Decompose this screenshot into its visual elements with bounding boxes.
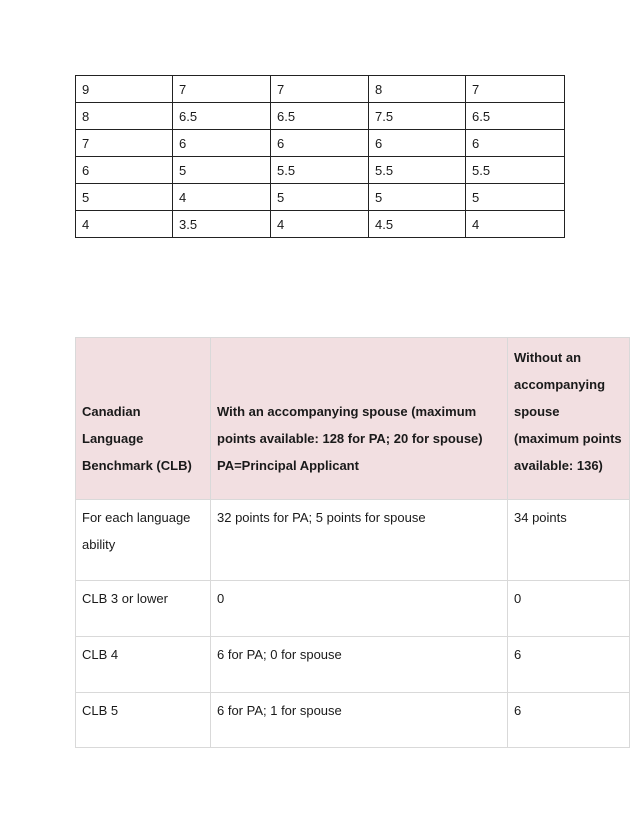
table-row: [76, 76, 565, 103]
table-cell: 5: [76, 184, 173, 211]
table-header-row: [76, 338, 630, 500]
clb-cell: [76, 581, 211, 637]
without-spouse-cell: 34 points: [508, 500, 630, 581]
table-cell: 6: [466, 130, 565, 157]
cell-line: CLB 5: [82, 703, 119, 718]
table-cell: 6: [369, 130, 466, 157]
table-cell: 4: [173, 184, 271, 211]
table-row: [76, 130, 565, 157]
with-spouse-cell: 32 points for PA; 5 points for spouse: [211, 500, 508, 581]
header-clb: [76, 338, 211, 500]
header-line: PA=Principal Applicant: [217, 458, 359, 473]
without-spouse-cell: 0: [508, 581, 630, 637]
without-spouse-cell: 6: [508, 693, 630, 748]
table-cell: 6.5: [466, 103, 565, 130]
table-cell: 6: [76, 157, 173, 184]
header-line: (maximum points: [514, 431, 622, 446]
table-cell: 6: [173, 130, 271, 157]
table-row: [76, 103, 565, 130]
header-line: Without an: [514, 350, 582, 365]
header-with-spouse: [211, 338, 508, 500]
table-cell: 4: [76, 211, 173, 238]
with-spouse-cell: 6 for PA; 1 for spouse: [211, 693, 508, 748]
table-cell: 8: [76, 103, 173, 130]
header-line: Benchmark (CLB): [82, 458, 192, 473]
table-row: [76, 211, 565, 238]
table-row: [76, 581, 630, 637]
clb-cell: [76, 500, 211, 581]
table-row: [76, 693, 630, 748]
table-cell: 8: [369, 76, 466, 103]
table-cell: 5: [173, 157, 271, 184]
table-cell: 6: [271, 130, 369, 157]
table-row: [76, 157, 565, 184]
table-cell: 5.5: [466, 157, 565, 184]
cell-line: CLB 3 or lower: [82, 591, 168, 606]
table-cell: 4: [466, 211, 565, 238]
cell-line: For each language: [82, 510, 191, 525]
table-cell: 5: [369, 184, 466, 211]
header-line: accompanying: [514, 377, 606, 392]
table-cell: 7: [271, 76, 369, 103]
table-cell: 5: [466, 184, 565, 211]
table-row: [76, 500, 630, 581]
header-line: available: 136): [514, 458, 603, 473]
language-points-table: [75, 337, 630, 748]
clb-cell: [76, 693, 211, 748]
header-line: spouse: [514, 404, 560, 419]
table-cell: 7: [173, 76, 271, 103]
header-without-spouse: [508, 338, 630, 500]
table-row: [76, 184, 565, 211]
table-cell: 7.5: [369, 103, 466, 130]
table-cell: 5: [271, 184, 369, 211]
cell-line: CLB 4: [82, 647, 119, 662]
score-equivalence-table: [75, 75, 565, 238]
header-line: points available: 128 for PA; 20 for spouse): [217, 431, 483, 446]
with-spouse-cell: 6 for PA; 0 for spouse: [211, 637, 508, 693]
table-cell: 6.5: [173, 103, 271, 130]
table-cell: 3.5: [173, 211, 271, 238]
without-spouse-cell: 6: [508, 637, 630, 693]
table-cell: 6.5: [271, 103, 369, 130]
header-line: With an accompanying spouse (maximum: [217, 404, 477, 419]
table-cell: 4: [271, 211, 369, 238]
table-cell: 4.5: [369, 211, 466, 238]
with-spouse-cell: 0: [211, 581, 508, 637]
table-cell: 7: [466, 76, 565, 103]
clb-cell: [76, 637, 211, 693]
table-cell: 7: [76, 130, 173, 157]
header-line: Canadian Language: [82, 404, 144, 446]
table-cell: 9: [76, 76, 173, 103]
table-cell: 5.5: [369, 157, 466, 184]
cell-line: ability: [82, 537, 116, 552]
table-cell: 5.5: [271, 157, 369, 184]
table-row: [76, 637, 630, 693]
